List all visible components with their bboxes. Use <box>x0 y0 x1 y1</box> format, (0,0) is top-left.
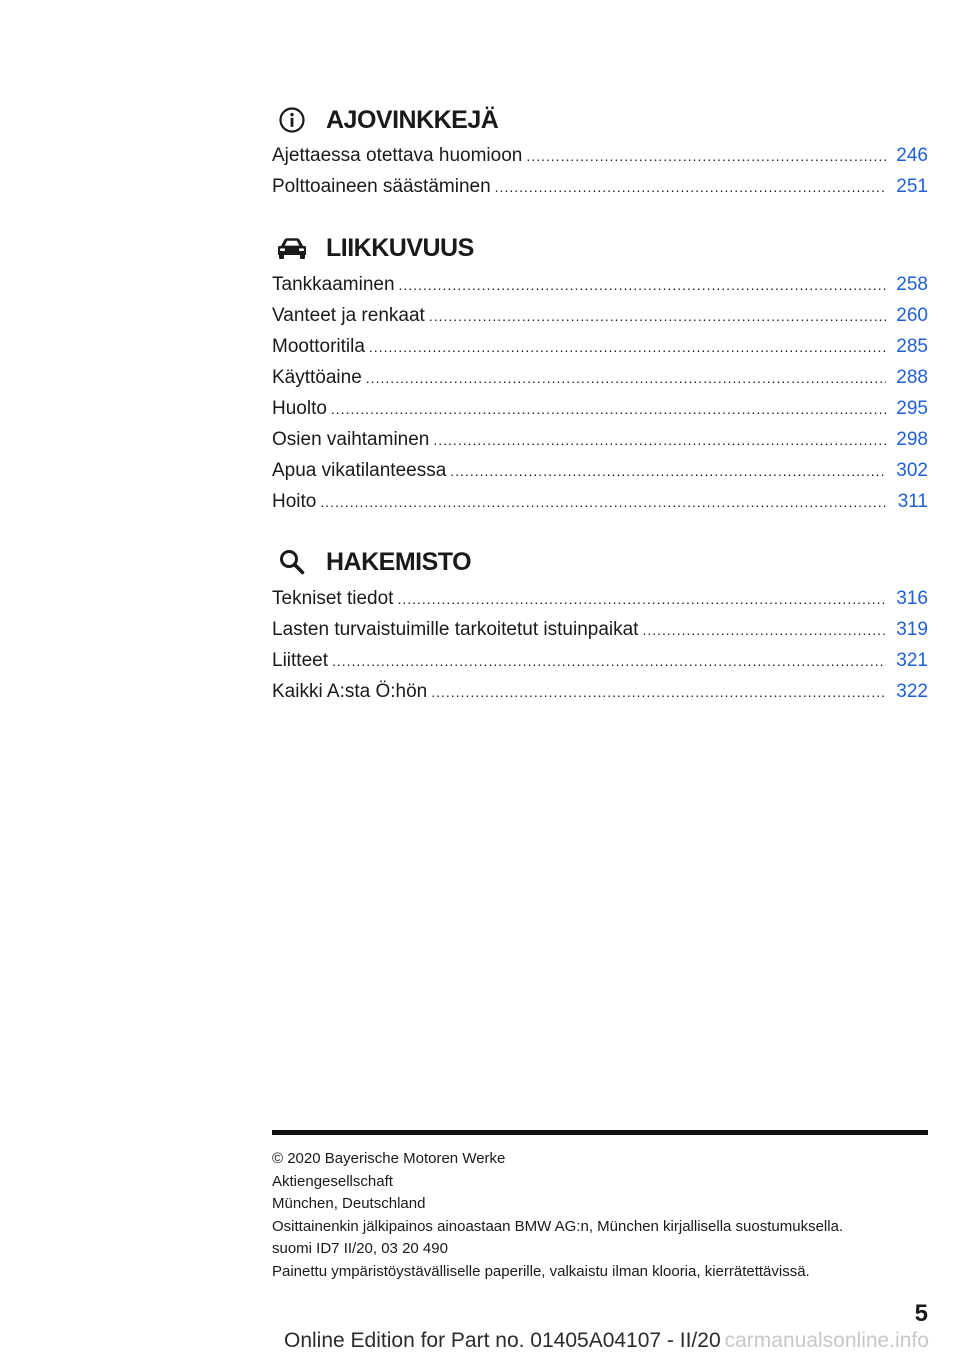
dot-leader <box>433 425 886 456</box>
watermark: carmanualsonline.info <box>724 1329 929 1352</box>
toc-entry[interactable] <box>272 140 928 171</box>
toc-page-link[interactable]: 298 <box>896 429 928 450</box>
toc-page-link[interactable]: 302 <box>896 460 928 481</box>
section-title: AJOVINKKEJÄ <box>326 105 499 134</box>
toc-entry-label: Liitteet <box>272 650 328 671</box>
toc-page-link[interactable]: 316 <box>896 588 928 609</box>
dot-leader <box>332 646 886 677</box>
imprint-line: Painettu ympäristöystävälliselle paperille, valkaistu ilman klooria, kierrätettävissä. <box>272 1262 810 1280</box>
toc-entry-label: Apua vikatilanteessa <box>272 460 447 481</box>
imprint <box>272 1148 928 1284</box>
toc-entry[interactable] <box>272 171 928 202</box>
section-title: HAKEMISTO <box>326 547 472 576</box>
toc-entry[interactable] <box>272 455 928 486</box>
toc-entry[interactable] <box>272 300 928 331</box>
toc-page-link[interactable]: 319 <box>896 619 928 640</box>
section-mobility <box>272 228 928 517</box>
toc-page-link[interactable]: 285 <box>896 336 928 357</box>
toc-entry[interactable] <box>272 583 928 614</box>
toc-entry-label: Huolto <box>272 398 327 419</box>
section-driving-tips <box>272 100 928 202</box>
toc-entry[interactable] <box>272 393 928 424</box>
dot-leader <box>429 301 886 332</box>
imprint-line: © 2020 Bayerische Motoren Werke <box>272 1150 506 1167</box>
section-header <box>272 100 928 140</box>
toc-page-link[interactable]: 251 <box>896 176 928 197</box>
toc-page-link[interactable]: 322 <box>896 681 928 702</box>
dot-leader <box>366 363 886 394</box>
toc-entry-label: Moottoritila <box>272 336 365 357</box>
dot-leader <box>526 141 886 172</box>
imprint-line: Aktiengesellschaft <box>272 1172 393 1190</box>
online-edition-footer <box>284 1329 929 1353</box>
toc-entry[interactable] <box>272 645 928 676</box>
online-edition-text: Online Edition for Part no. 01405A04107 - II/20 <box>284 1329 721 1352</box>
toc-entry-label: Polttoaineen säästäminen <box>272 176 491 197</box>
dot-leader <box>369 332 886 363</box>
info-icon <box>272 106 312 134</box>
toc-entry-label: Käyttöaine <box>272 367 362 388</box>
toc-entry-label: Hoito <box>272 491 317 512</box>
toc-entry[interactable] <box>272 676 928 707</box>
toc-entry[interactable] <box>272 269 928 300</box>
imprint-line: Osittainenkin jälkipainos ainoastaan BMW AG:n, München kirjallisella suostumuksella. <box>272 1217 844 1235</box>
toc-entry-label: Tekniset tiedot <box>272 588 394 609</box>
toc-page-link[interactable]: 295 <box>896 398 928 419</box>
toc-entry-label: Lasten turvaistuimille tarkoitetut istuinpaikat <box>272 619 639 640</box>
toc-page-link[interactable]: 260 <box>896 305 928 326</box>
toc-entry[interactable] <box>272 331 928 362</box>
toc-page-link[interactable]: 321 <box>896 650 928 671</box>
section-title: LIIKKUVUUS <box>326 233 474 262</box>
toc-entry-label: Tankkaaminen <box>272 274 395 295</box>
page-number: 5 <box>914 1300 928 1327</box>
toc-entry-label: Vanteet ja renkaat <box>272 305 425 326</box>
dot-leader <box>320 487 886 518</box>
toc-page-link[interactable]: 311 <box>897 491 928 512</box>
dot-leader <box>331 394 886 425</box>
section-header <box>272 228 928 268</box>
dot-leader <box>397 584 886 615</box>
toc-entry[interactable] <box>272 362 928 393</box>
dot-leader <box>642 615 886 646</box>
dot-leader <box>495 172 886 203</box>
imprint-line: suomi ID7 II/20, 03 20 490 <box>272 1240 448 1258</box>
dot-leader <box>399 270 886 301</box>
toc-page-link[interactable]: 288 <box>896 367 928 388</box>
footer-divider <box>272 1130 928 1135</box>
car-icon <box>272 235 312 261</box>
toc-entry-label: Kaikki A:sta Ö:hön <box>272 681 428 702</box>
section-reference <box>272 542 928 707</box>
toc-entry[interactable] <box>272 614 928 645</box>
search-icon <box>272 548 312 576</box>
toc-page-link[interactable]: 258 <box>896 274 928 295</box>
imprint-line: München, Deutschland <box>272 1195 426 1213</box>
section-header <box>272 542 928 582</box>
toc-entry[interactable] <box>272 424 928 455</box>
dot-leader <box>450 456 886 487</box>
dot-leader <box>431 677 886 708</box>
toc-entry-label: Osien vaihtaminen <box>272 429 430 450</box>
toc-page-link[interactable]: 246 <box>896 145 928 166</box>
toc-entry[interactable] <box>272 486 928 517</box>
toc-entry-label: Ajettaessa otettava huomioon <box>272 145 523 166</box>
